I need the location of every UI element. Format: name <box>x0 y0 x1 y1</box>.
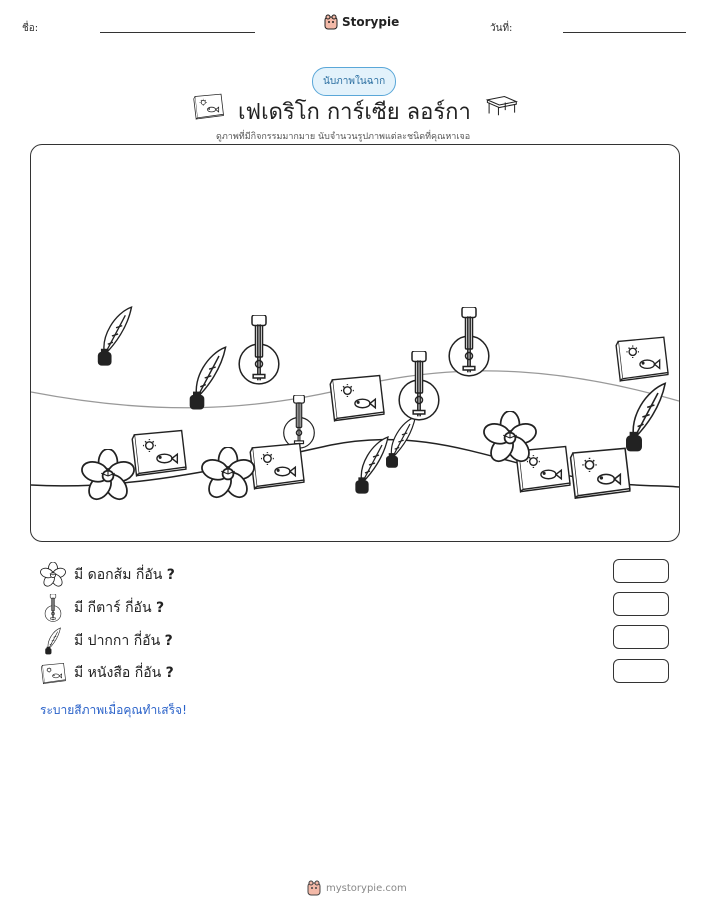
book-1 <box>132 431 186 476</box>
brand-logo <box>324 14 399 30</box>
quill-icon <box>40 627 66 655</box>
name-label: ชื่อ: <box>22 23 39 34</box>
question-text: มี ปากกา กี่อัน ? <box>74 633 173 649</box>
date-label: วันที่: <box>490 23 513 34</box>
storypie-mascot-icon <box>324 14 338 30</box>
question-row <box>40 562 175 588</box>
book-2 <box>250 444 304 489</box>
scene-illustration <box>31 145 679 541</box>
page-title: เฟเดริโก การ์เซีย ลอร์กา <box>238 100 471 125</box>
quill-5 <box>627 383 665 450</box>
quill-2 <box>190 347 225 409</box>
question-text: มี หนังสือ กี่อัน ? <box>74 665 174 681</box>
question-row <box>40 594 164 622</box>
book-3 <box>330 376 384 421</box>
question-row <box>40 627 173 655</box>
question-text: มี กีตาร์ กี่อัน ? <box>74 600 165 616</box>
flower-icon <box>40 562 66 588</box>
table-icon <box>484 94 518 116</box>
guitar-icon <box>40 594 66 622</box>
book-icon <box>40 661 66 685</box>
instructions: ดูภาพที่มีกิจกรรมมากมาย นับจำนวนรูปภาพแต่ละชนิดที่คุณหาเจอ <box>216 132 471 142</box>
footer <box>307 880 407 896</box>
answer-box[interactable] <box>613 659 669 683</box>
footer-url[interactable]: mystorypie.com <box>326 882 407 894</box>
activity-type-pill: นับภาพในฉาก <box>312 67 396 96</box>
guitar-4 <box>284 395 315 448</box>
book-5 <box>571 448 630 498</box>
quill-4 <box>387 417 416 467</box>
answer-box[interactable] <box>613 559 669 583</box>
finish-instruction: ระบายสีภาพเมื่อคุณทำเสร็จ! <box>40 703 187 717</box>
quill-3 <box>356 437 388 493</box>
answer-box[interactable] <box>613 592 669 616</box>
flower-2 <box>199 447 256 501</box>
question-text: มี ดอกส้ม กี่อัน ? <box>74 567 175 583</box>
name-field[interactable] <box>100 32 255 33</box>
scene-frame <box>30 144 680 542</box>
brand-name: Storypie <box>342 15 400 29</box>
question-row <box>40 661 174 685</box>
book-icon <box>192 92 224 120</box>
book-6 <box>616 337 668 381</box>
flower-1 <box>79 449 136 503</box>
quill-1 <box>98 307 131 365</box>
guitar-2 <box>449 307 489 376</box>
guitar-3 <box>399 351 439 420</box>
date-field[interactable] <box>563 32 686 33</box>
answer-box[interactable] <box>613 625 669 649</box>
storypie-mascot-icon <box>307 880 321 896</box>
guitar-1 <box>239 315 279 384</box>
